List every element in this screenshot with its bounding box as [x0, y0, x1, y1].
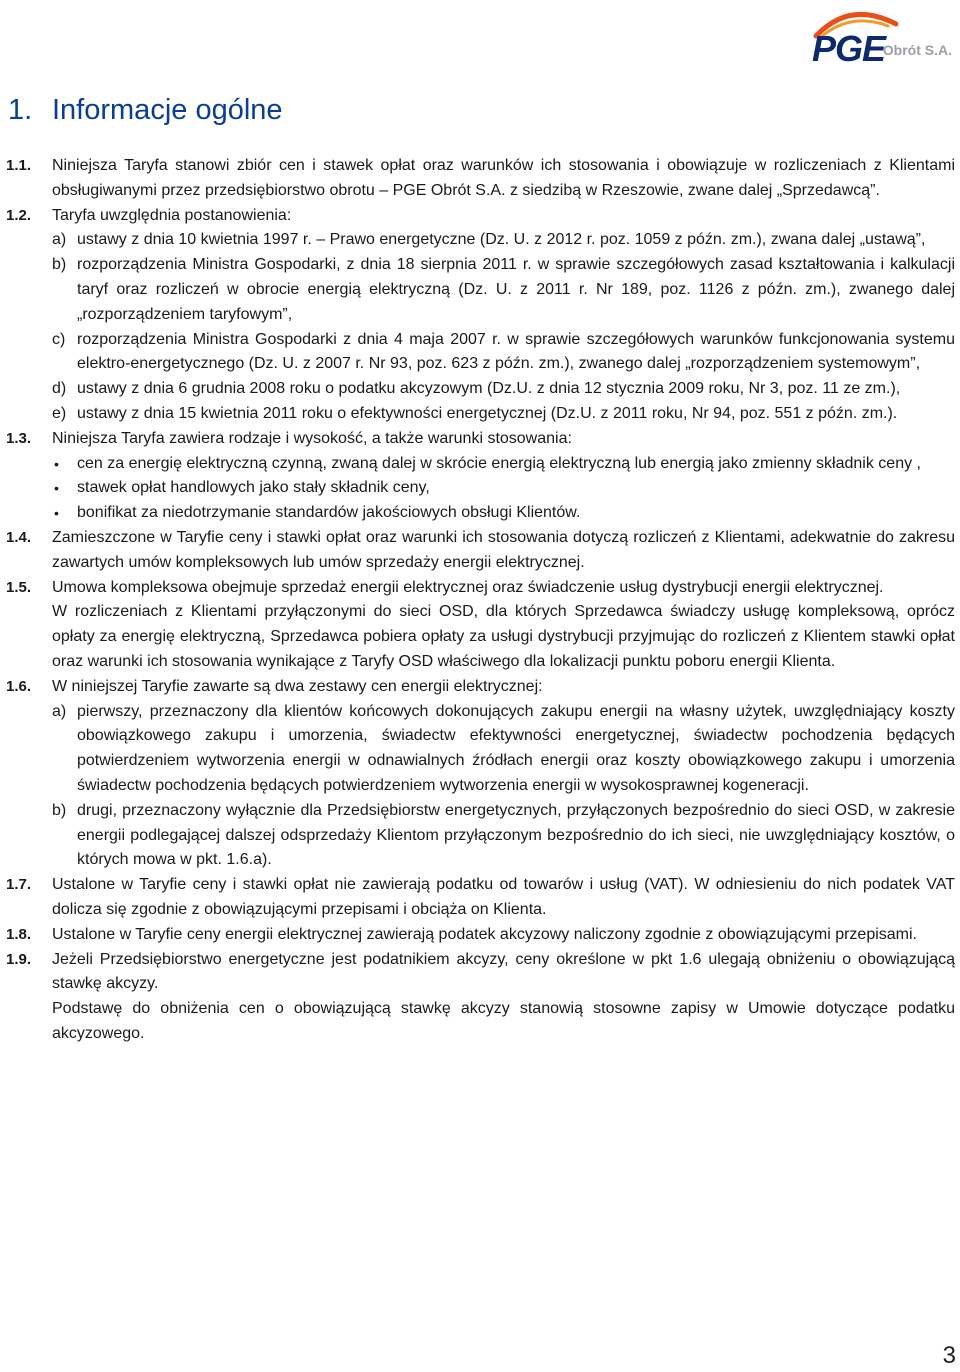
list-text: ustawy z dnia 15 kwietnia 2011 roku o efektywności energetycznej (Dz.U. z 2011 roku, Nr 94, poz. 551 z późn. zm.). [77, 404, 898, 422]
bullet-item [52, 452, 955, 477]
page-title: Informacje ogólne [52, 94, 283, 126]
list-label: d) [52, 380, 67, 398]
company-name: Obrót S.A. [882, 42, 952, 58]
list-text: rozporządzenia Ministra Gospodarki z dnia 4 maja 2007 r. w sprawie szczegółowych warunków funkcjonowania systemu elektro-energetycznego (Dz. U. z 2007 r. Nr 93, poz. 623 z późn. zm.), zwanego dalej „rozporządzeniem systemowym”, [77, 330, 955, 373]
heading-number: 1. [8, 94, 33, 126]
list-label: c) [52, 330, 66, 348]
section-1-6 [0, 675, 960, 700]
list-label: b) [52, 801, 67, 819]
section-text: Ustalone w Taryfie ceny energii elektrycznej zawierają podatek akcyzowy naliczony zgodnie z obowiązującymi przepisami. [52, 925, 917, 943]
bullet-icon: • [54, 480, 59, 497]
list-text: ustawy z dnia 6 grudnia 2008 roku o podatku akcyzowym (Dz.U. z dnia 12 stycznia 2009 roku, Nr 3, poz. 11 ze zm.), [77, 380, 901, 398]
list-text: pierwszy, przeznaczony dla klientów końcowych dokonujących zakupu energii na własny użytek, uwzględniający koszty obowiązkowego zakupu i umorzenia, świadectw efektywności energetycznej, świadectw pochodzenia będących potwierdzeniem wytworzenia energii w odnawialnych źródłach energii oraz koszty obowiązkowego zakupu i umorzenia świadectw pochodzenia będących potwierdzeniem wytworzenia energii w wysokosprawnej kogeneracji. [77, 702, 955, 794]
pge-logo [700, 6, 960, 70]
list-text: bonifikat za niedotrzymanie standardów jakościowych obsługi Klientów. [77, 504, 581, 522]
section-1-3 [0, 427, 960, 452]
list-text: ustawy z dnia 10 kwietnia 1997 r. – Prawo energetyczne (Dz. U. z 2012 r. poz. 1059 z późn. zm.), zwana dalej „ustawą”, [77, 231, 926, 249]
bullet-item [52, 476, 955, 501]
section-1-2 [0, 204, 960, 229]
section-number: 1.4. [6, 528, 32, 546]
list-text: drugi, przeznaczony wyłącznie dla Przedsiębiorstw energetycznych, przyłączonych bezpośrednio do sieci OSD, w zakresie energii podlegającej dalszej odsprzedaży Klientom przyłączonym bezpośrednio do ich sieci, nie uwzględniający kosztów, o których mowa w pkt. 1.6.a). [77, 801, 955, 869]
section-text: Niniejsza Taryfa stanowi zbiór cen i stawek opłat oraz warunków ich stosowania i obowiązuje w rozliczeniach z Klientami obsługiwanymi przez przedsiębiorstwo obrotu – PGE Obrót S.A. z siedzibą w Rzeszowie, zwane dalej „Sprzedawcą”. [52, 157, 955, 199]
document-body [0, 154, 960, 1047]
section-text: W niniejszej Taryfie zawarte są dwa zestawy cen energii elektrycznej: [52, 677, 543, 695]
section-1-1 [0, 154, 960, 204]
section-text: Taryfa uwzględnia postanowienia: [52, 206, 292, 224]
list-item [52, 328, 955, 378]
section-number: 1.9. [6, 950, 32, 968]
section-number: 1.7. [6, 876, 32, 894]
list-text: cen za energię elektryczną czynną, zwaną dalej w skrócie energią elektryczną lub energią jako zmienny składnik ceny , [77, 454, 921, 472]
list-text: rozporządzenia Ministra Gospodarki, z dnia 18 sierpnia 2011 r. w sprawie szczegółowych zasad kształtowania i kalkulacji taryf oraz rozliczeń w obrocie energią elektryczną (Dz. U. z 2011 r. Nr 189, poz. 1126 z późn. zm.), zwanego dalej „rozporządzeniem taryfowym”, [77, 256, 955, 323]
section-paragraph: W rozliczeniach z Klientami przyłączonymi do sieci OSD, dla których Sprzedawca świadczy usługę kompleksową, oprócz opłaty za energię elektryczną, Sprzedawca pobiera opłaty za usługi dystrybucji przyjmując do rozliczeń z Klientem stawki opłat oraz warunki ich stosowania wynikające z Taryfy OSD właściwego dla lokalizacji punktu poboru energii Klienta. [52, 603, 955, 670]
bullet-icon: • [54, 505, 59, 522]
section-number: 1.1. [6, 157, 32, 174]
list-label: e) [52, 404, 67, 422]
section-text: Jeżeli Przedsiębiorstwo energetyczne jest podatnikiem akcyzy, ceny określone w pkt 1.6 ulegają obniżeniu o obowiązującą stawkę akcyzy. [52, 950, 955, 993]
page-number: 3 [942, 1342, 956, 1369]
list-item [52, 402, 955, 427]
section-paragraph: Podstawę do obniżenia cen o obowiązującą stawkę akcyzy stanowią stosowne zapisy w Umowie dotyczące podatku akcyzowego. [52, 1000, 955, 1042]
section-number: 1.6. [6, 677, 32, 695]
list-item [52, 799, 955, 873]
list-item [52, 253, 955, 327]
section-1-8 [0, 923, 960, 948]
list-label: a) [52, 702, 67, 720]
section-text: Ustalone w Taryfie ceny i stawki opłat nie zawierają podatku od towarów i usług (VAT). W odniesieniu do nich podatek VAT dolicza się zgodnie z obowiązującymi przepisami i obciąża on Klienta. [52, 876, 955, 918]
list-label: b) [52, 256, 67, 274]
list-item [52, 700, 955, 799]
list-label: a) [52, 231, 67, 249]
bullet-item [52, 501, 955, 526]
bullet-icon: • [54, 455, 59, 472]
section-number: 1.5. [6, 578, 32, 596]
section-1-5 [0, 576, 960, 601]
section-text: Niniejsza Taryfa zawiera rodzaje i wysokość, a także warunki stosowania: [52, 429, 572, 447]
list-text: stawek opłat handlowych jako stały składnik ceny, [77, 479, 430, 497]
list-item [52, 228, 955, 253]
list-item [52, 377, 955, 402]
section-text: Zamieszczone w Taryfie ceny i stawki opłat oraz warunki ich stosowania dotyczą rozliczeń z Klientami, adekwatnie do zakresu zawartych umów kompleksowych lub umów sprzedaży energii elektrycznej. [52, 528, 955, 571]
section-1-4 [0, 526, 960, 576]
section-number: 1.8. [6, 925, 32, 943]
section-number: 1.2. [6, 206, 32, 224]
section-number: 1.3. [6, 429, 32, 447]
section-1-9 [0, 948, 960, 998]
pge-logo-text: PGE [812, 28, 886, 69]
section-1-7 [0, 873, 960, 923]
section-text: Umowa kompleksowa obejmuje sprzedaż energii elektrycznej oraz świadczenie usług dystrybucji energii elektrycznej. [52, 578, 884, 596]
